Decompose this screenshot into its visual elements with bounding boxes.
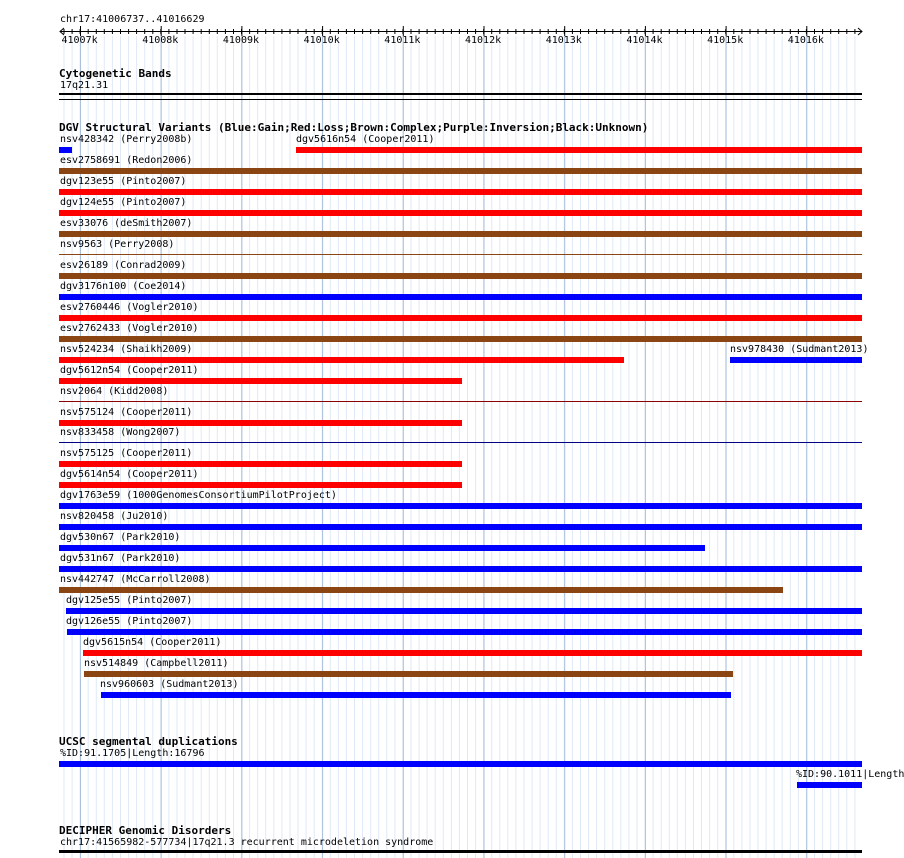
dgv-feature-line[interactable] xyxy=(59,442,862,443)
ruler-tick-label: 41012k xyxy=(465,35,502,46)
dgv-feature-label[interactable]: nsv428342 (Perry2008b) xyxy=(60,134,193,145)
cytoband-border xyxy=(59,99,862,100)
dgv-feature-label[interactable]: dgv125e55 (Pinto2007) xyxy=(66,595,193,607)
dgv-feature-label[interactable]: nsv524234 (Shaikh2009) xyxy=(60,343,193,355)
segdup-feature-label[interactable]: %ID:91.1705|Length:16796 xyxy=(60,748,205,759)
segdup-feature-bar[interactable] xyxy=(797,782,862,788)
dgv-feature-bar[interactable] xyxy=(59,189,862,195)
dgv-feature-bar[interactable] xyxy=(59,315,862,321)
decipher-feature-label[interactable]: chr17:41565982-577734|17q21.3 recurrent microdeletion syndrome xyxy=(60,837,434,848)
decipher-feature-bar[interactable] xyxy=(59,850,862,853)
segdup-feature-label[interactable]: %ID:90.1011|Length xyxy=(796,769,904,780)
dgv-feature-bar[interactable] xyxy=(84,671,733,677)
dgv-feature-bar[interactable] xyxy=(59,461,462,467)
ruler-tick-label: 41016k xyxy=(787,35,824,46)
dgv-feature-bar[interactable] xyxy=(730,357,862,363)
dgv-feature-bar[interactable] xyxy=(59,210,862,216)
dgv-feature-label[interactable]: dgv5616n54 (Cooper2011) xyxy=(296,134,435,145)
dgv-feature-bar[interactable] xyxy=(59,168,862,174)
ruler-tick-label: 41007k xyxy=(61,35,98,46)
dgv-feature-label[interactable]: dgv5612n54 (Cooper2011) xyxy=(60,364,199,376)
dgv-feature-label[interactable]: nsv514849 (Campbell2011) xyxy=(84,658,229,669)
dgv-feature-label[interactable]: nsv442747 (McCarroll2008) xyxy=(60,574,211,586)
cytoband-bar[interactable] xyxy=(59,93,862,95)
dgv-feature-label[interactable]: dgv1763e59 (1000GenomesConsortiumPilotProject) xyxy=(60,490,337,502)
dgv-feature-label[interactable]: nsv820458 (Ju2010) xyxy=(60,511,169,523)
dgv-feature-line[interactable] xyxy=(59,254,862,255)
dgv-feature-bar[interactable] xyxy=(59,566,862,572)
dgv-feature-bar[interactable] xyxy=(59,503,862,509)
dgv-feature-label[interactable]: esv26189 (Conrad2009) xyxy=(60,259,187,271)
locus-label: chr17:41006737..41016629 xyxy=(60,14,205,25)
dgv-feature-bar[interactable] xyxy=(59,273,862,279)
dgv-feature-label[interactable]: nsv960603 (Sudmant2013) xyxy=(100,679,239,690)
dgv-feature-label[interactable]: dgv126e55 (Pinto2007) xyxy=(66,616,193,628)
dgv-feature-label[interactable]: dgv5615n54 (Cooper2011) xyxy=(83,637,222,648)
dgv-feature-bar[interactable] xyxy=(59,482,462,488)
ruler-tick-label: 41015k xyxy=(707,35,744,46)
dgv-feature-bar[interactable] xyxy=(59,545,705,551)
dgv-feature-line[interactable] xyxy=(59,401,862,402)
dgv-feature-label[interactable]: nsv2064 (Kidd2008) xyxy=(60,385,169,397)
dgv-feature-bar[interactable] xyxy=(59,357,624,363)
dgv-feature-label[interactable]: dgv531n67 (Park2010) xyxy=(60,553,181,565)
dgv-feature-bar[interactable] xyxy=(59,420,462,426)
ruler-tick-label: 41010k xyxy=(303,35,340,46)
dgv-feature-bar[interactable] xyxy=(59,336,862,342)
ruler-tick-label: 41013k xyxy=(545,35,582,46)
cytoband-label[interactable]: 17q21.31 xyxy=(60,80,109,91)
dgv-feature-bar[interactable] xyxy=(59,231,862,237)
dgv-feature-label[interactable]: dgv3176n100 (Coe2014) xyxy=(60,280,187,292)
dgv-feature-label[interactable]: esv33076 (deSmith2007) xyxy=(60,217,193,229)
cytoband-track-title: Cytogenetic Bands xyxy=(59,67,172,80)
dgv-track-title: DGV Structural Variants (Blue:Gain;Red:Loss;Brown:Complex;Purple:Inversion;Black:Unknown) xyxy=(59,121,649,134)
dgv-feature-label[interactable]: nsv9563 (Perry2008) xyxy=(60,238,175,250)
dgv-feature-bar[interactable] xyxy=(59,294,862,300)
dgv-feature-label[interactable]: esv2758691 (Redon2006) xyxy=(60,155,193,166)
dgv-feature-bar[interactable] xyxy=(296,147,862,153)
dgv-feature-label[interactable]: esv2760446 (Vogler2010) xyxy=(60,301,199,313)
dgv-feature-bar[interactable] xyxy=(59,147,72,153)
dgv-feature-label[interactable]: nsv978430 (Sudmant2013) xyxy=(730,343,869,355)
dgv-feature-bar[interactable] xyxy=(67,629,862,635)
dgv-feature-label[interactable]: dgv530n67 (Park2010) xyxy=(60,532,181,544)
decipher-track-title: DECIPHER Genomic Disorders xyxy=(59,824,232,837)
dgv-feature-bar[interactable] xyxy=(59,587,783,593)
segdup-feature-bar[interactable] xyxy=(59,761,862,767)
dgv-feature-bar[interactable] xyxy=(66,608,862,614)
dgv-feature-bar[interactable] xyxy=(83,650,862,656)
dgv-feature-label[interactable]: dgv5614n54 (Cooper2011) xyxy=(60,469,199,481)
dgv-feature-label[interactable]: nsv575124 (Cooper2011) xyxy=(60,406,193,418)
segdup-track-title: UCSC segmental duplications xyxy=(59,735,238,748)
ruler-tick-label: 41014k xyxy=(626,35,663,46)
ruler-tick-label: 41008k xyxy=(142,35,179,46)
dgv-feature-label[interactable]: dgv123e55 (Pinto2007) xyxy=(60,175,187,187)
dgv-feature-label[interactable]: nsv575125 (Cooper2011) xyxy=(60,448,193,460)
dgv-feature-bar[interactable] xyxy=(59,524,862,530)
ruler-tick-label: 41011k xyxy=(384,35,421,46)
dgv-feature-label[interactable]: dgv124e55 (Pinto2007) xyxy=(60,196,187,208)
ruler-tick-label: 41009k xyxy=(222,35,260,46)
dgv-feature-bar[interactable] xyxy=(101,692,731,698)
dgv-feature-label[interactable]: nsv833458 (Wong2007) xyxy=(60,427,181,439)
dgv-feature-label[interactable]: esv2762433 (Vogler2010) xyxy=(60,322,199,334)
dgv-feature-bar[interactable] xyxy=(59,378,462,384)
